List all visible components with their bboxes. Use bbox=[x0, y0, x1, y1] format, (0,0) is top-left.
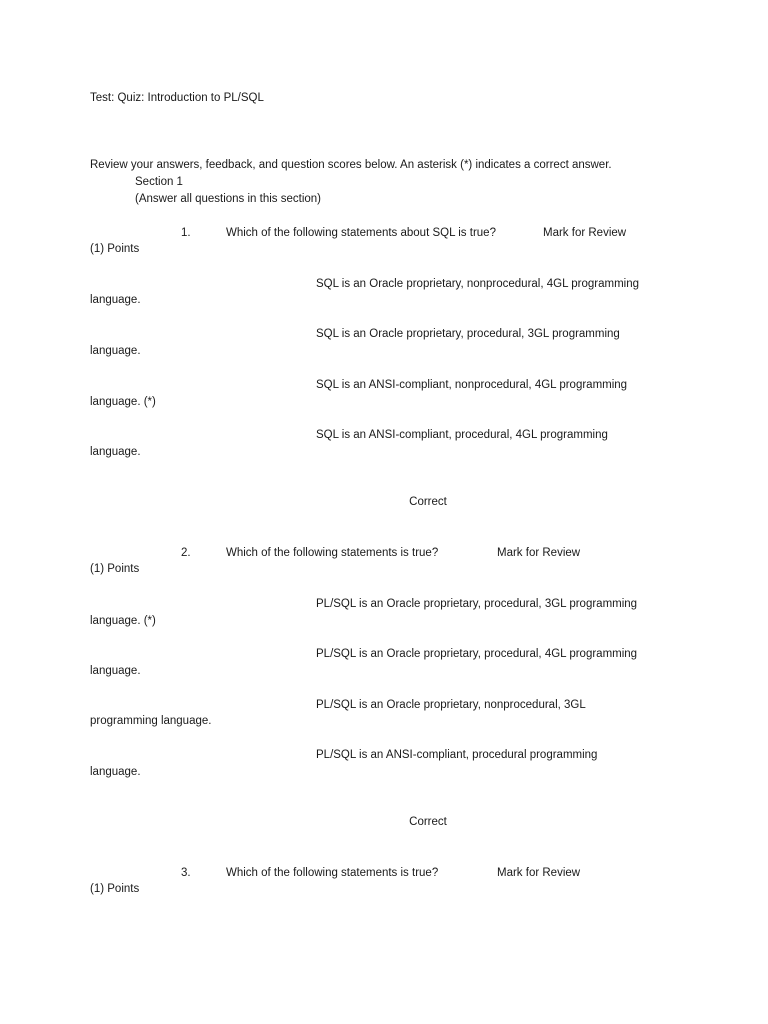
question-text: Which of the following statements is true? bbox=[226, 547, 439, 559]
answer-option-line2: programming language. bbox=[90, 715, 212, 727]
mark-for-review[interactable]: Mark for Review bbox=[497, 547, 581, 559]
answer-option-line2: language. (*) bbox=[90, 615, 156, 627]
answer-option-line2: language. bbox=[90, 665, 141, 677]
answer-option-line1: SQL is an Oracle proprietary, nonprocedural, 4GL programming bbox=[316, 278, 640, 290]
answer-option-line1: PL/SQL is an ANSI-compliant, procedural programming bbox=[316, 749, 598, 761]
answer-feedback: Correct bbox=[409, 496, 447, 508]
question-points: (1) Points bbox=[90, 883, 140, 895]
review-instructions: Review your answers, feedback, and question scores below. An asterisk (*) indicates a correct answer. bbox=[90, 159, 612, 171]
question-points: (1) Points bbox=[90, 243, 140, 255]
mark-for-review[interactable]: Mark for Review bbox=[497, 867, 581, 879]
section-note: (Answer all questions in this section) bbox=[135, 193, 321, 205]
page-title: Test: Quiz: Introduction to PL/SQL bbox=[90, 92, 264, 104]
answer-option-line2: language. bbox=[90, 766, 141, 778]
answer-option-line1: SQL is an ANSI-compliant, procedural, 4GL programming bbox=[316, 429, 608, 441]
answer-option-line2: language. bbox=[90, 294, 141, 306]
answer-option-line1: PL/SQL is an Oracle proprietary, nonprocedural, 3GL bbox=[316, 699, 586, 711]
question-text: Which of the following statements about SQL is true? bbox=[226, 227, 496, 239]
answer-option-line1: SQL is an ANSI-compliant, nonprocedural, 4GL programming bbox=[316, 379, 628, 391]
question-points: (1) Points bbox=[90, 563, 140, 575]
answer-option-line2: language. (*) bbox=[90, 396, 156, 408]
answer-option-line2: language. bbox=[90, 446, 141, 458]
question-number: 3. bbox=[181, 867, 191, 879]
answer-option-line1: PL/SQL is an Oracle proprietary, procedural, 3GL programming bbox=[316, 598, 638, 610]
section-label: Section 1 bbox=[135, 176, 183, 188]
question-text: Which of the following statements is true? bbox=[226, 867, 439, 879]
answer-option-line2: language. bbox=[90, 345, 141, 357]
question-number: 1. bbox=[181, 227, 191, 239]
answer-option-line1: SQL is an Oracle proprietary, procedural, 3GL programming bbox=[316, 328, 620, 340]
mark-for-review[interactable]: Mark for Review bbox=[543, 227, 627, 239]
answer-option-line1: PL/SQL is an Oracle proprietary, procedural, 4GL programming bbox=[316, 648, 638, 660]
answer-feedback: Correct bbox=[409, 816, 447, 828]
question-number: 2. bbox=[181, 547, 191, 559]
